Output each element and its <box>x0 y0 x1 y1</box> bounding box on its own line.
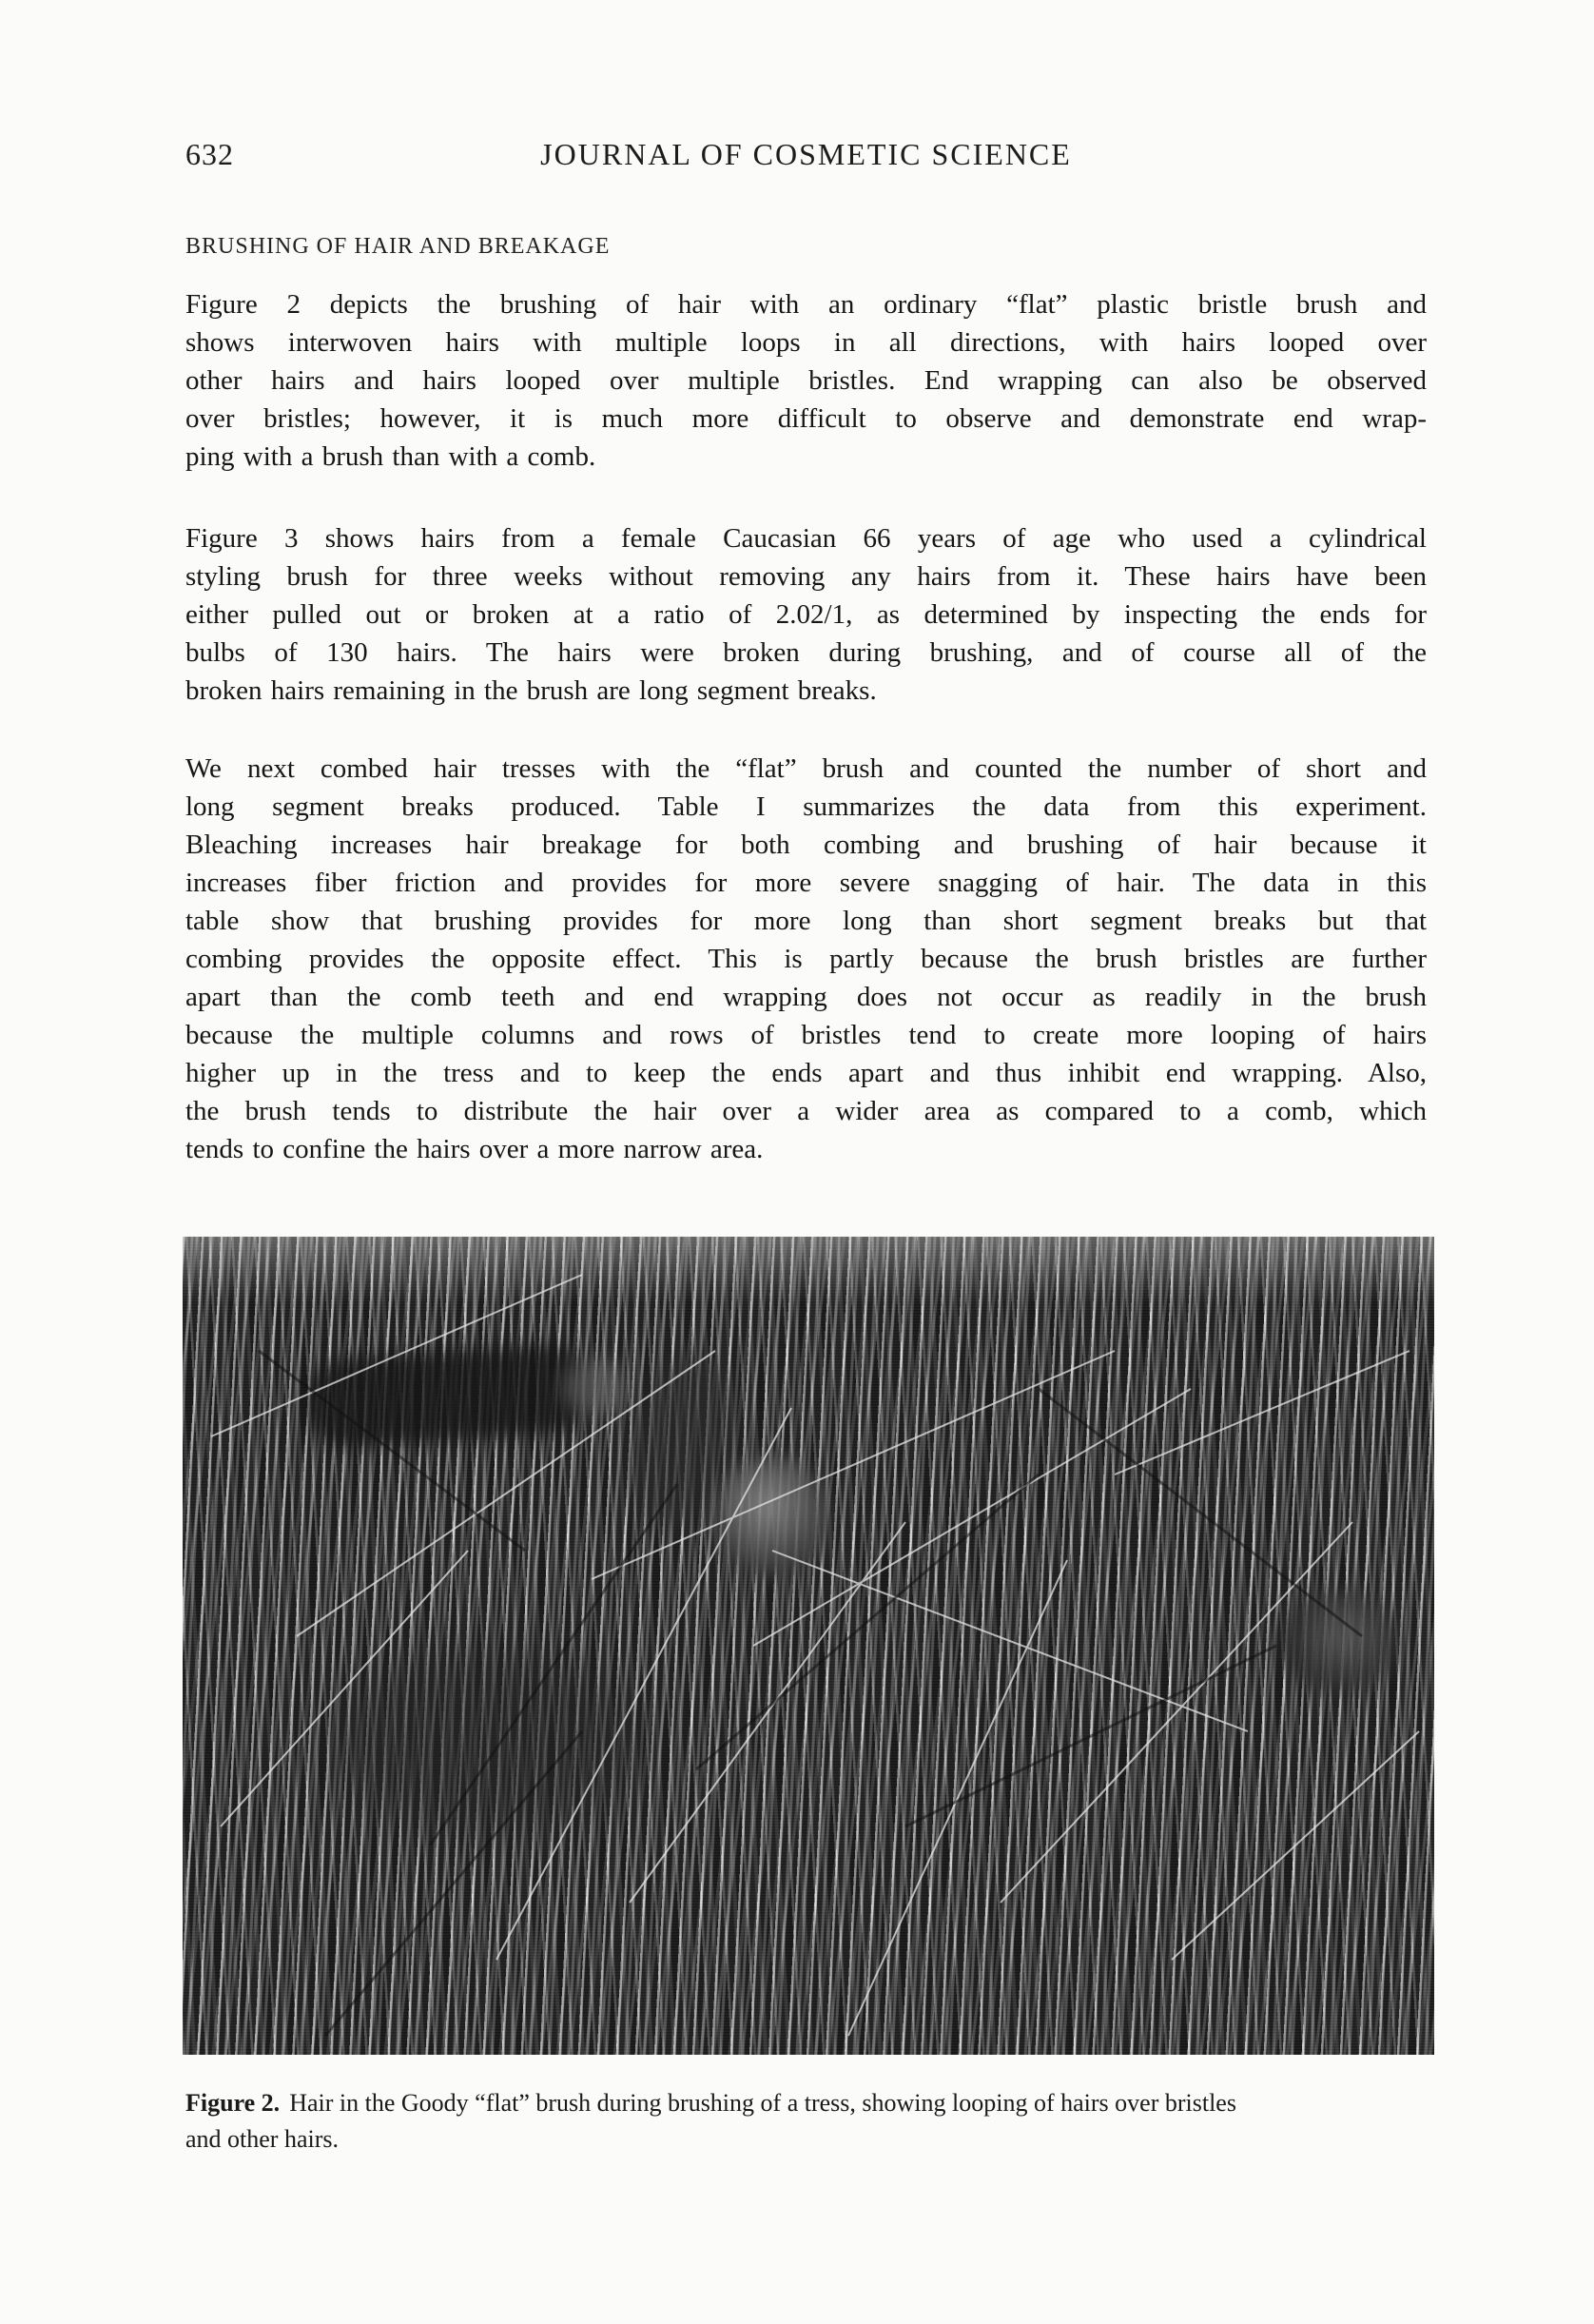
text-line: tends to confine the hairs over a more narrow area. <box>185 1134 764 1164</box>
figure2-photo <box>183 1237 1434 2055</box>
text-line: table show that brushing provides for more long than short segment breaks but that <box>185 906 1427 936</box>
paragraph-figure3-hairs <box>185 519 1427 710</box>
paragraph-combing-experiment <box>185 750 1427 1168</box>
crossing-hair-strands <box>183 1237 1434 2055</box>
text-line: Figure 3 shows hairs from a female Caucasian 66 years of age who used a cylindrical <box>185 523 1427 554</box>
page-number: 632 <box>185 137 234 171</box>
text-line: apart than the comb teeth and end wrapping does not occur as readily in the brush <box>185 982 1427 1012</box>
text-line: either pulled out or broken at a ratio of 2.02/1, as determined by inspecting the ends for <box>185 599 1427 630</box>
page-header <box>185 137 1427 175</box>
figure-caption-line1: Hair in the Goody “flat” brush during brushing of a tress, showing looping of hairs over bristles <box>289 2089 1236 2117</box>
text-line: shows interwoven hairs with multiple loops in all directions, with hairs looped over <box>185 327 1427 358</box>
figure-caption <box>185 2085 1431 2158</box>
text-line: because the multiple columns and rows of bristles tend to create more looping of hairs <box>185 1020 1427 1050</box>
section-heading: BRUSHING OF HAIR AND BREAKAGE <box>185 234 611 259</box>
text-line: the brush tends to distribute the hair over a wider area as compared to a comb, which <box>185 1096 1427 1126</box>
figure-caption-line2: and other hairs. <box>185 2125 340 2153</box>
text-line: higher up in the tress and to keep the ends apart and thus inhibit end wrapping. Also, <box>185 1058 1427 1088</box>
text-line: Figure 2 depicts the brushing of hair with an ordinary “flat” plastic bristle brush and <box>185 289 1427 320</box>
text-line: broken hairs remaining in the brush are long segment breaks. <box>185 675 877 706</box>
text-line: Bleaching increases hair breakage for both combing and brushing of hair because it <box>185 830 1427 860</box>
text-line: We next combed hair tresses with the “flat” brush and counted the number of short and <box>185 753 1427 784</box>
text-line: ping with a brush than with a comb. <box>185 441 596 472</box>
text-line: long segment breaks produced. Table I summarizes the data from this experiment. <box>185 791 1427 822</box>
paragraph-brushing-figure2 <box>185 285 1427 476</box>
text-line: increases fiber friction and provides for more severe snagging of hair. The data in this <box>185 868 1427 898</box>
text-line: combing provides the opposite effect. This is partly because the brush bristles are further <box>185 944 1427 974</box>
journal-title: JOURNAL OF COSMETIC SCIENCE <box>540 137 1072 171</box>
text-line: bulbs of 130 hairs. The hairs were broken during brushing, and of course all of the <box>185 637 1427 668</box>
figure-caption-label: Figure 2. <box>185 2089 281 2117</box>
text-line: styling brush for three weeks without removing any hairs from it. These hairs have been <box>185 561 1427 592</box>
text-line: over bristles; however, it is much more difficult to observe and demonstrate end wrap- <box>185 403 1427 434</box>
text-line: other hairs and hairs looped over multiple bristles. End wrapping can also be observed <box>185 365 1427 396</box>
